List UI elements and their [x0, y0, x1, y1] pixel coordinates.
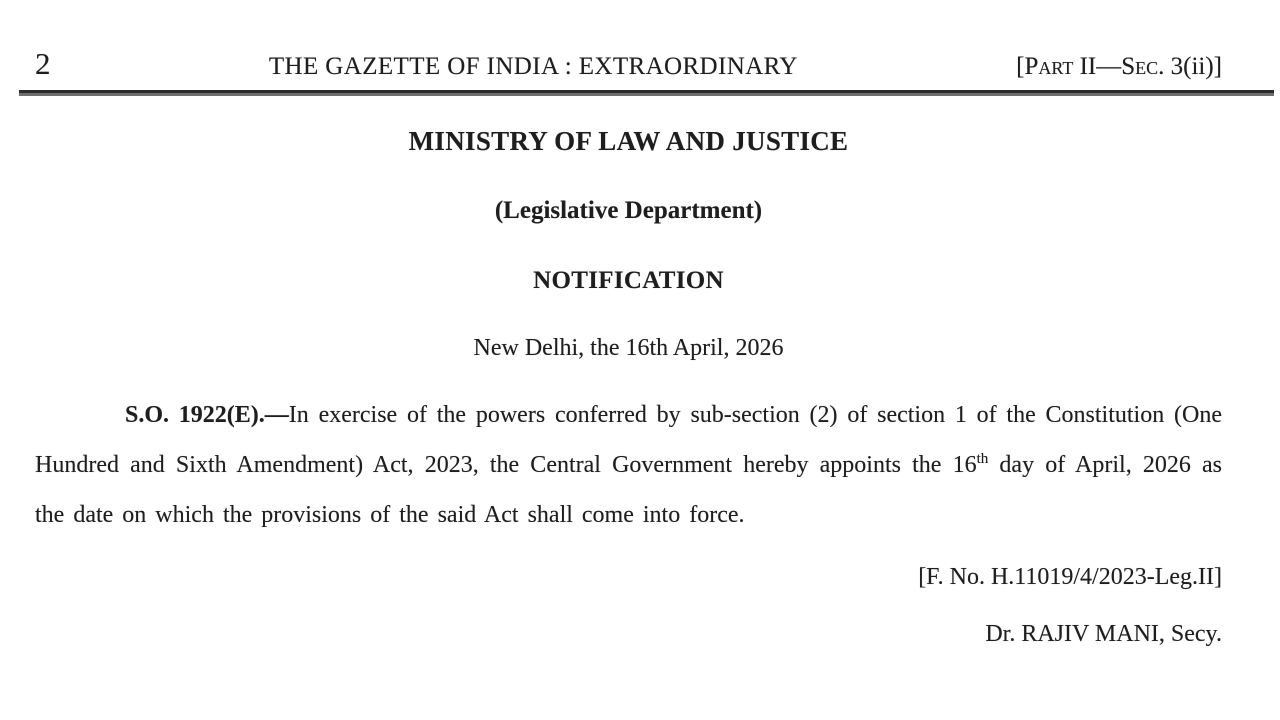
running-header	[35, 46, 1222, 82]
ordinal-superscript: th	[976, 451, 989, 467]
ministry-heading: MINISTRY OF LAW AND JUSTICE	[408, 126, 849, 156]
paragraph-text: In exercise of the powers conferred by sub-section (2) of section 1 of the Constitution (One Hundred and Sixth Amendment) Act, 2023, the Central Government hereby appoints the 16	[35, 402, 1222, 478]
header-double-rule	[19, 90, 1274, 96]
signatory: Dr. RAJIV MANI, Secy.	[985, 621, 1222, 647]
department-heading: (Legislative Department)	[494, 197, 763, 224]
paragraph-text-continued: day of April, 2026 as the date on which the provisions of the said Act shall come into force.	[35, 452, 1222, 528]
so-number: S.O. 1922(E).	[125, 402, 265, 428]
notification-paragraph	[35, 390, 1222, 540]
part-section-rest: 3(ii)]	[1164, 53, 1222, 80]
em-dash: —	[264, 402, 289, 428]
dateline: New Delhi, the 16th April, 2026	[473, 335, 784, 361]
file-number: [F. No. H.11019/4/2023-Leg.II]	[918, 564, 1222, 590]
gazette-title: THE GAZETTE OF INDIA : EXTRAORDINARY	[268, 53, 798, 80]
part-section-ref	[1016, 53, 1222, 81]
notification-heading: NOTIFICATION	[533, 267, 724, 294]
part-section-smallcaps: [Part II—Sec.	[1016, 53, 1165, 80]
page-number: 2	[35, 46, 51, 81]
